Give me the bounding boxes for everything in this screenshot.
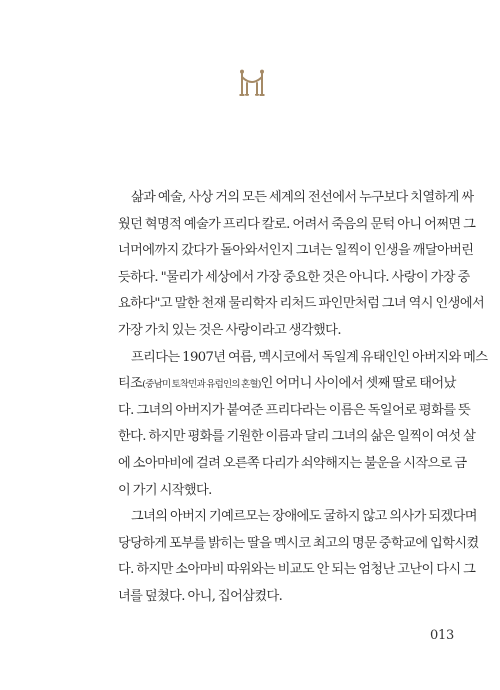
text-fragment: 인 어머니 사이에서 셋째 딸로 태어났 (260, 376, 456, 392)
text-line: 그녀의 아버지 기예르모는 장애에도 굴하지 않고 의사가 되겠다며 (131, 509, 477, 525)
text-fragment: 티조 (118, 376, 143, 392)
text-line: 요하다"고 말한 천재 물리학자 리처드 파인만처럼 그녀 역시 인생에서 (118, 296, 485, 312)
footnote-annotation: (중남미 토착민과 유럽인의 혼혈) (142, 379, 261, 391)
text-line: 듯하다. "물리가 세상에서 가장 중요한 것은 아니다. 사랑이 가장 중 (118, 269, 470, 285)
text-line (118, 371, 456, 398)
paragraph-2 (118, 345, 488, 505)
text-line: 당당하게 포부를 밝히는 딸을 멕시코 최고의 명문 중학교에 입학시켰 (118, 535, 479, 551)
text-line: 한다. 하지만 평화를 기원한 이름과 달리 그녀의 삶은 일찍이 여섯 살 (118, 429, 476, 445)
text-line: 너머에까지 갔다가 돌아와서인지 그녀는 일찍이 인생을 깨달아버린 (118, 243, 474, 259)
text-line: 녀를 덮쳤다. 아니, 집어삼켰다. (118, 588, 283, 604)
paragraph-1 (118, 185, 485, 345)
text-line: 프리다는 1907년 여름, 멕시코에서 독일계 유태인인 아버지와 메스 (131, 349, 488, 365)
text-line: 삶과 예술, 사상 거의 모든 세계의 전선에서 누구보다 치열하게 싸 (131, 190, 474, 205)
text-line: 웠던 혁명적 예술가 프리다 칼로. 어려서 죽음의 문턱 아니 어쩌면 그 (118, 216, 476, 232)
paragraph-3 (118, 504, 479, 610)
text-line: 다. 하지만 소아마비 따위와는 비교도 안 되는 엄청난 고난이 다시 그 (118, 562, 476, 578)
body-text (118, 185, 488, 611)
text-line: 에 소아마비에 걸려 오른쪽 다리가 쇠약해지는 불운을 시작으로 금 (118, 455, 467, 471)
page-number: 013 (430, 628, 454, 643)
text-line: 다. 그녀의 아버지가 붙여준 프리다라는 이름은 독일어로 평화를 뜻 (118, 402, 471, 418)
text-line: 가장 가치 있는 것은 사랑이라고 생각했다. (118, 322, 341, 338)
text-line: 이 가기 시작했다. (118, 482, 212, 498)
archway-emblem-icon (237, 68, 267, 98)
